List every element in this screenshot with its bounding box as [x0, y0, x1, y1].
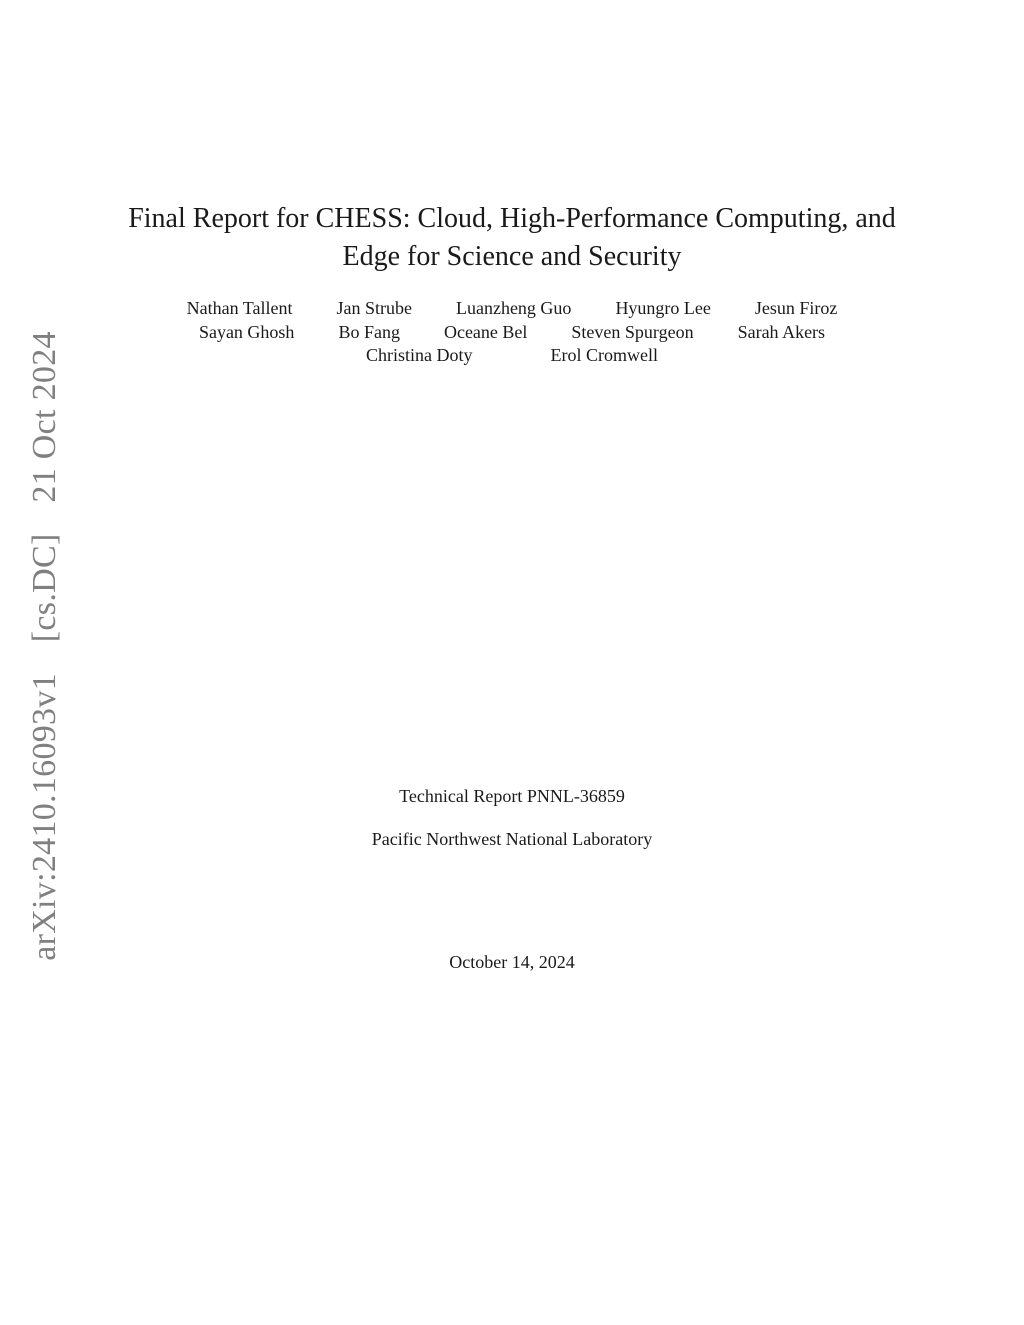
report-number: Technical Report PNNL-36859 — [399, 786, 625, 806]
author-name: Sayan Ghosh — [198, 321, 295, 342]
institution: Pacific Northwest National Laboratory — [371, 829, 653, 849]
author-name: Nathan Tallent — [186, 298, 293, 318]
arxiv-stamp — [26, 331, 64, 961]
author-name: Oceane Bel — [443, 321, 528, 342]
arxiv-date: 21 Oct 2024 — [26, 331, 63, 503]
title-line-2: Edge for Science and Security — [342, 241, 682, 272]
author-name: Sarah Akers — [737, 321, 826, 342]
author-name: Jan Strube — [336, 298, 412, 318]
author-name: Hyungro Lee — [615, 298, 711, 318]
author-row-1 — [0, 297, 1024, 321]
title-line-1: Final Report for CHESS: Cloud, High-Performance Computing, and — [128, 203, 896, 234]
author-name: Steven Spurgeon — [571, 321, 694, 342]
author-row-3 — [0, 344, 1024, 368]
author-name: Luanzheng Guo — [455, 298, 572, 318]
author-list — [0, 297, 1024, 368]
author-row-2 — [0, 321, 1024, 345]
arxiv-category: [cs.DC] — [26, 533, 63, 643]
paper-title — [0, 200, 1024, 276]
author-name: Jesun Firoz — [754, 298, 838, 318]
publication-date: October 14, 2024 — [449, 952, 575, 972]
arxiv-id: arXiv:2410.16093v1 — [26, 673, 63, 961]
author-name: Christina Doty — [366, 345, 473, 365]
author-name: Erol Cromwell — [550, 345, 658, 365]
author-name: Bo Fang — [338, 321, 400, 342]
